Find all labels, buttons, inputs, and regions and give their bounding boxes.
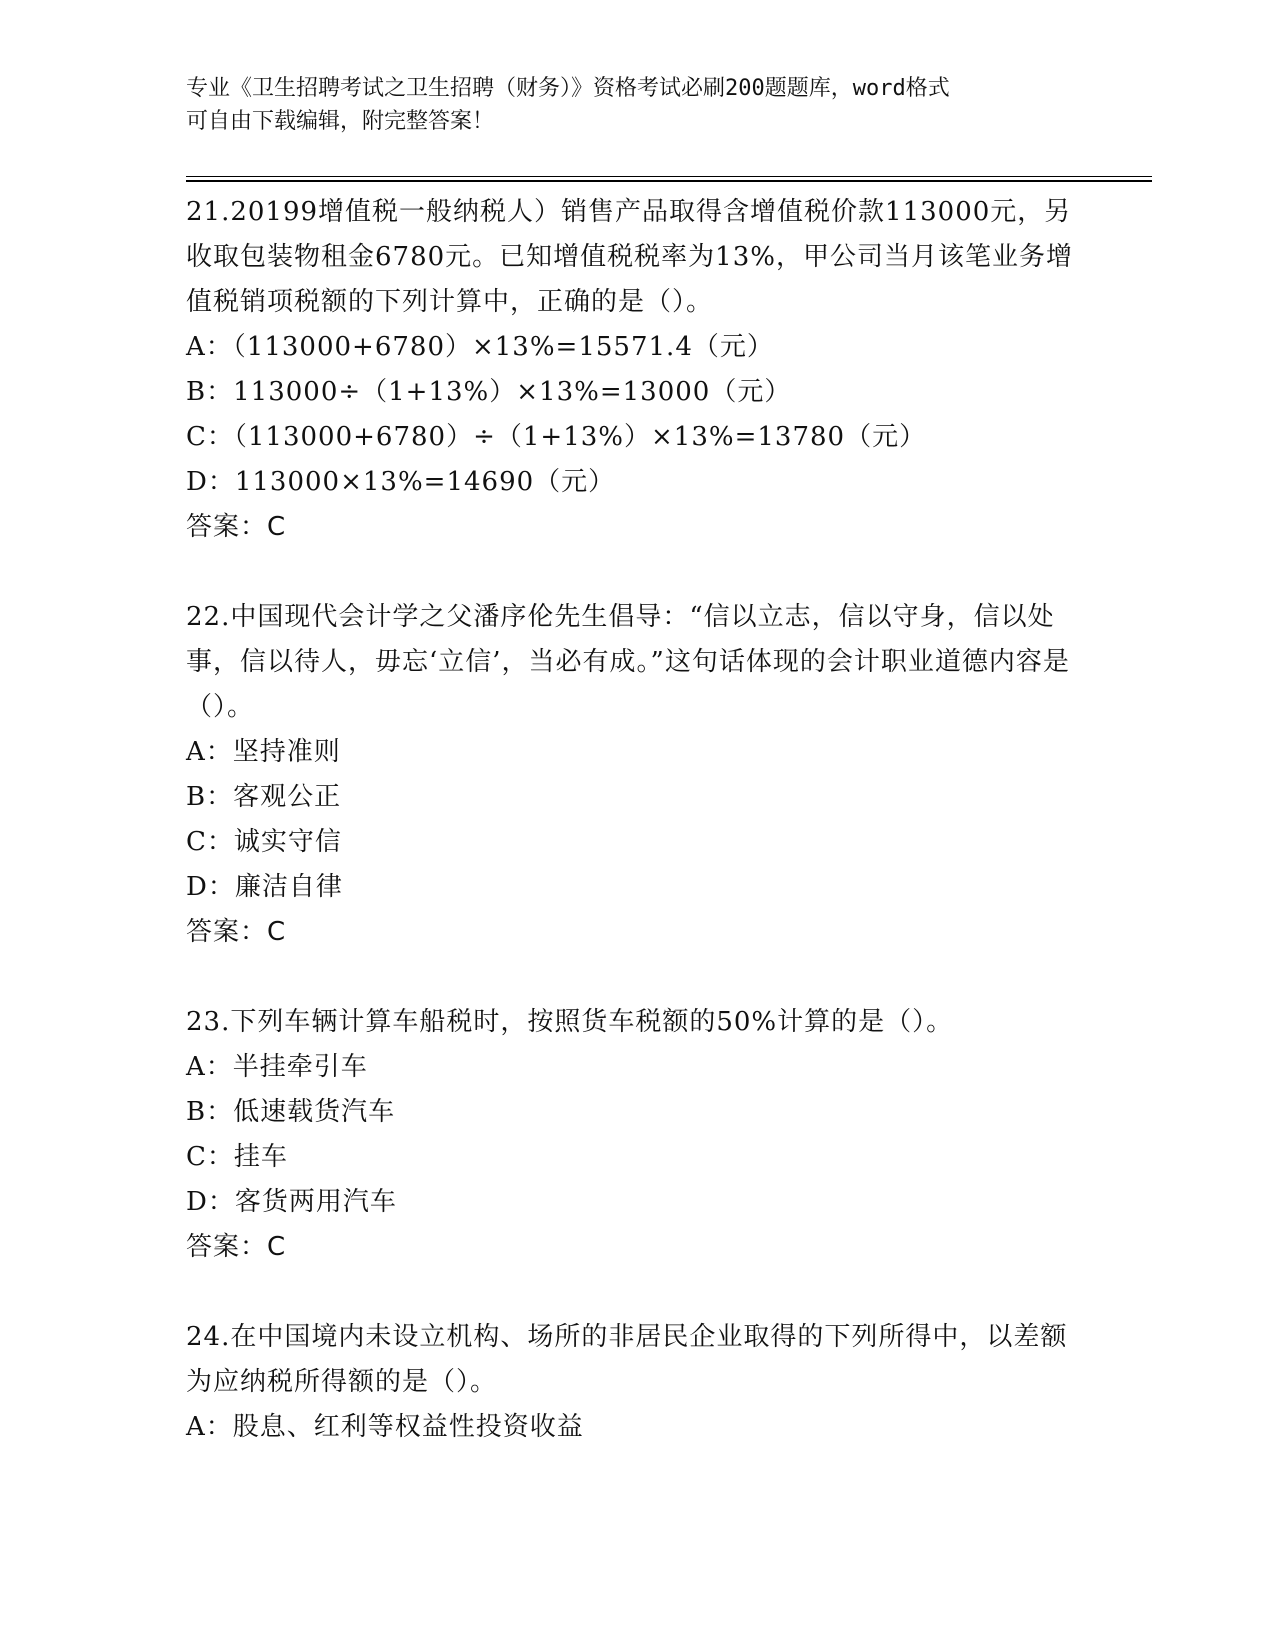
option-a: A：（113000+6780）×13%=15571.4（元） [186, 332, 774, 362]
answer-line: 答案：C [186, 1232, 287, 1262]
header-title-line2: 可自由下载编辑，附完整答案！ [186, 109, 495, 134]
question-21 [186, 190, 1086, 550]
option-c: C：挂车 [186, 1142, 288, 1172]
option-b: B：客观公正 [186, 782, 342, 812]
question-stem: 22.中国现代会计学之父潘序伦先生倡导：“信以立志，信以守身，信以处事，信以待人，毋忘‘立信’，当必有成。”这句话体现的会计职业道德内容是（）。 [186, 602, 1070, 722]
question-stem: 21.20199增值税一般纳税人）销售产品取得含增值税价款113000元，另收取包装物租金6780元。已知增值税税率为13%，甲公司当月该笔业务增值税销项税额的下列计算中，正确的是（）。 [186, 197, 1073, 317]
header-title-line1: 专业《卫生招聘考试之卫生招聘（财务）》资格考试必刷200题题库，word格式 [186, 76, 950, 101]
option-c: C：（113000+6780）÷（1+13%）×13%=13780（元） [186, 422, 927, 452]
option-d: D：廉洁自律 [186, 872, 343, 902]
question-list [186, 190, 1086, 1495]
option-d: D：客货两用汽车 [186, 1187, 397, 1217]
answer-line: 答案：C [186, 512, 287, 542]
option-b: B：113000÷（1+13%）×13%=13000（元） [186, 377, 792, 407]
option-b: B：低速载货汽车 [186, 1097, 396, 1127]
option-d: D：113000×13%=14690（元） [186, 467, 616, 497]
option-c: C：诚实守信 [186, 827, 342, 857]
question-stem: 23.下列车辆计算车船税时，按照货车税额的50%计算的是（）。 [186, 1007, 954, 1037]
answer-line: 答案：C [186, 917, 287, 947]
option-a: A：股息、红利等权益性投资收益 [186, 1412, 584, 1442]
question-23 [186, 1000, 1086, 1270]
header-divider [186, 176, 1152, 182]
option-a: A：坚持准则 [186, 737, 341, 767]
question-22 [186, 595, 1086, 955]
question-stem: 24.在中国境内未设立机构、场所的非居民企业取得的下列所得中，以差额为应纳税所得额的是（）。 [186, 1322, 1068, 1397]
page-header [186, 72, 1066, 138]
question-24 [186, 1315, 1086, 1450]
option-a: A：半挂牵引车 [186, 1052, 368, 1082]
